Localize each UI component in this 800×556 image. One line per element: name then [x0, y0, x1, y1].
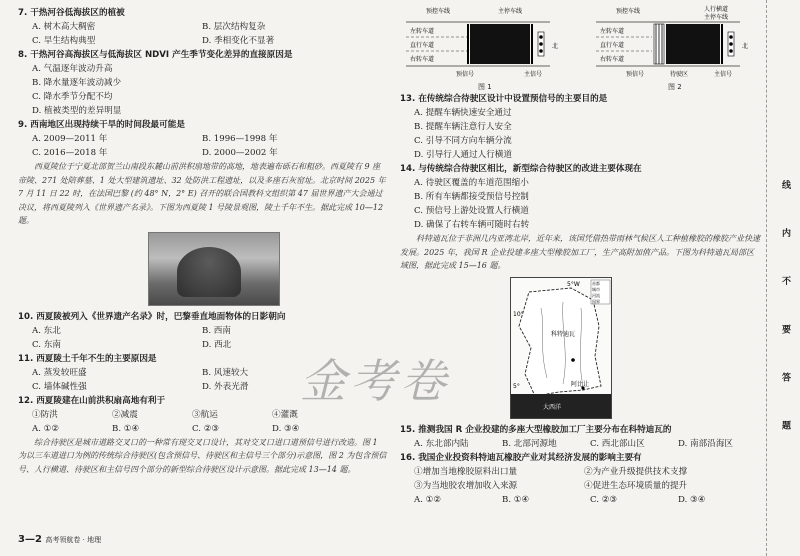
q14-stem: 14. 与传统综合待驶区相比，新型综合待驶区的改进主要体现在	[400, 164, 642, 174]
q12-option: C. ②③	[192, 423, 220, 434]
q16-item: ③为当地胶农增加收入来源	[414, 480, 518, 491]
footer-title: 高考领航卷 · 地理	[45, 536, 102, 544]
q8-option: C. 降水季节分配不均	[32, 92, 113, 102]
fig2-label: 预控车线	[616, 8, 641, 15]
q16-items	[400, 465, 760, 493]
q15-stem: 15. 推测我国 R 企业投建的多座大型橡胶加工厂主要分布在科特迪瓦的	[400, 424, 672, 435]
q15-option: D. 南部沿海区	[678, 438, 734, 449]
q16-option: C. ②③	[590, 494, 618, 505]
traffic-diagrams	[400, 4, 770, 90]
q7-option: C. 旱生结构典型	[32, 36, 96, 46]
q14-option: B. 所有车辆都接受预信号控制	[414, 192, 529, 202]
q13-option: D. 引导行人通过人行横道	[414, 150, 512, 160]
q11-option: C. 墙体碱性强	[32, 381, 87, 392]
fig1-label: 左转车道	[410, 28, 435, 35]
q16-stem: 16. 我国企业投资科特迪瓦橡胶产业对其经济发展的影响主要有	[400, 452, 642, 463]
q9-stem: 9. 西南地区出现持续干旱的时间段最可能是	[18, 120, 185, 130]
fig1-label: 主信号	[524, 71, 543, 78]
q16-item: ②为产业升级提供技术支撑	[584, 466, 688, 477]
xixia-tomb-photo	[148, 232, 280, 306]
q10-option: A. 东北	[32, 325, 61, 336]
q15-option: C. 西北部山区	[590, 438, 645, 449]
q13-stem: 13. 在传统综合待驶区设计中设置预信号的主要目的是	[400, 94, 608, 104]
q12-item: ④灌溉	[272, 409, 298, 420]
q13-option: C. 引导不同方向车辆分流	[414, 136, 512, 146]
q7-option: A. 树木高大稠密	[32, 22, 96, 32]
fig2-label: 左转车道	[600, 28, 625, 35]
figure-1-diagram	[400, 4, 570, 82]
q9-option: B. 1996—1998 年	[202, 134, 278, 144]
fig1-label: 右转车道	[410, 56, 435, 63]
map-city: 阿比让	[571, 380, 590, 388]
map-lon: 5°W	[567, 280, 580, 288]
fig2-label: 预信号	[626, 71, 645, 78]
q14-option: C. 预信号上游处设置人行横道	[414, 206, 529, 216]
map-legend-item: 首都	[592, 280, 600, 286]
q15-option: A. 东北部内陆	[414, 438, 469, 449]
map-legend-item: 城市	[592, 286, 600, 292]
map-legend-item: 河流	[592, 292, 600, 298]
page-footer	[18, 534, 101, 545]
fig2-label: 主信号	[714, 71, 733, 78]
watermark: 金考卷	[300, 354, 450, 408]
map-sea: 大西洋	[543, 403, 562, 411]
q13-option: B. 提醒车辆注意行人安全	[414, 122, 512, 132]
north-label: 北	[742, 43, 749, 50]
q12-option: D. ③④	[272, 423, 300, 434]
fig1-label: 预控车线	[426, 8, 451, 15]
q8-options	[18, 62, 388, 118]
q16-item: ①增加当地橡胶原料出口量	[414, 466, 518, 477]
q9-option: A. 2009—2011 年	[32, 134, 108, 144]
fig1-label: 预信号	[456, 71, 475, 78]
q13-option: A. 提醒车辆快速安全通过	[414, 108, 512, 118]
fig2-label: 待驶区	[670, 71, 689, 78]
q16-item: ④促进生态环境质量的提升	[584, 480, 688, 491]
q12-option: A. ①②	[32, 423, 60, 434]
right-column	[400, 92, 760, 507]
q11-stem: 11. 西夏陵土千年不生的主要原因是	[18, 353, 157, 364]
q10-stem: 10. 西夏陵被列入《世界遗产名录》时，巴黎垂直地面物体的日影朝向	[18, 311, 286, 322]
figure-1-caption: 图 1	[478, 83, 492, 91]
page-number: 3—2	[18, 534, 42, 545]
q12-option: B. ①④	[112, 423, 140, 434]
q7-stem: 7. 干热河谷低海拔区的植被	[18, 8, 125, 18]
binding-margin-text: 线 内 不 要 答 题	[780, 180, 790, 448]
q7-option: B. 层次结构复杂	[202, 22, 266, 32]
map-lat: 10°	[513, 310, 524, 318]
q16-options	[400, 493, 760, 507]
q8-stem: 8. 干热河谷高海拔区与低海拔区 NDVI 产生季节变化差异的直接原因是	[18, 50, 293, 60]
q11-option: D. 外表光滑	[202, 381, 249, 392]
figure-2-caption: 图 2	[668, 83, 682, 91]
q16-option: B. ①④	[502, 494, 530, 505]
q10-option: C. 东南	[32, 339, 61, 350]
tomb-mound-shape	[177, 247, 241, 297]
q16-option: D. ③④	[678, 494, 706, 505]
q12-options	[18, 422, 388, 436]
map-title: 科特迪瓦	[551, 330, 576, 338]
q9-option: D. 2000—2002 年	[202, 148, 278, 158]
passage-xixia: 西夏陵位于宁夏北部贺兰山南段东麓山前洪积扇地带的高地，地表遍布砾石和粗砂。西夏陵有 9 座帝陵、271 处陪葬墓、1 处大型建筑遗址、32 处防洪工程遗址，以及多座石灰窑址。北京时间 2025 年 7 月 11 日 22 时，在法国巴黎 (约 48° N，2° E) 召开的联合国教科文组织第 47 届世界遗产大会通过决议，将西夏陵列入《世界遗产名录》。下图为西夏陵 1 号陵景观图，陵土千年不生。据此完成 10—12 题。	[18, 162, 386, 225]
q12-item: ③航运	[192, 409, 218, 420]
q7-options	[18, 20, 388, 48]
q16-option: A. ①②	[414, 494, 442, 505]
passage-waiting-zone: 综合待驶区是城市道路交叉口的一种常有现交叉口设计，其对交叉口进口道预信号进行改造。图 1 为以三车道进口为例的传统综合待驶区(包含预信号、待驶区和主信号三个部分)示意图，图 2 为包含预信号、人行横道、待驶区和主信号四个部分的新型综合待驶区设计示意图。据此完成 13—14 题。	[18, 437, 387, 474]
map-legend-item: 国界	[592, 298, 600, 304]
map-lat: 5°	[513, 382, 520, 390]
binding-margin	[766, 0, 800, 556]
map-drawing	[511, 278, 611, 418]
q15-option: B. 北部河源地	[502, 438, 557, 449]
north-label: 北	[552, 43, 559, 50]
q8-option: B. 降水量逐年波动减少	[32, 78, 122, 88]
q8-option: D. 植被类型的差异明显	[32, 106, 122, 116]
q8-option: A. 气温逐年波动升高	[32, 64, 113, 74]
fig1-label: 直行车道	[410, 42, 435, 49]
q12-item: ②减震	[112, 409, 138, 420]
q7-option: D. 季相变化不显著	[202, 36, 275, 46]
q12-item: ①防洪	[32, 409, 58, 420]
fig2-label: 右转车道	[600, 56, 625, 63]
figure-2-diagram	[590, 4, 760, 82]
q11-option: B. 风速较大	[202, 367, 249, 378]
q10-option: B. 西南	[202, 325, 231, 336]
q11-option: A. 蒸发较旺盛	[32, 367, 87, 378]
q10-option: D. 西北	[202, 339, 232, 350]
fig2-label: 直行车道	[600, 42, 625, 49]
q9-options	[18, 132, 388, 160]
passage-cote-divoire: 科特迪瓦位于非洲几内亚湾北岸，近年来，该国凭借热带雨林气候区人工种植橡胶的橡胶产业快速发展。2025 年，我国 R 企业投建多座大型橡胶加工厂，生产高附加值产品。下图为科特迪瓦局部区域图，据此完成 15—16 题。	[400, 234, 760, 270]
fig2-label: 人行横道	[704, 6, 729, 13]
cote-divoire-map	[510, 277, 612, 419]
q13-options	[400, 106, 760, 162]
q9-option: C. 2016—2018 年	[32, 148, 108, 158]
q14-option: D. 确保了右转车辆可随时右转	[414, 220, 530, 230]
fig2-label: 主停车线	[704, 14, 729, 21]
fig1-label: 主停车线	[498, 8, 523, 15]
q14-options	[400, 176, 760, 232]
q12-stem: 12. 西夏陵建在山前洪积扇高地有利于	[18, 395, 166, 406]
q14-option: A. 待驶区覆盖的车道范围缩小	[414, 178, 529, 188]
q15-options	[400, 437, 760, 451]
